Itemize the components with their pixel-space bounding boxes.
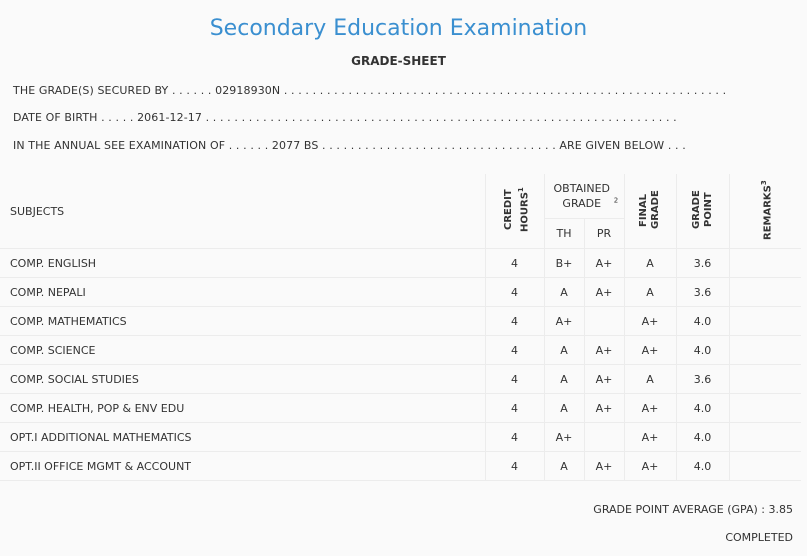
- cell-remarks: [729, 452, 801, 481]
- cell-grade-point: 4.0: [676, 394, 729, 423]
- cell-final-grade: A+: [624, 336, 676, 365]
- cell-credit-hours: 4: [485, 249, 544, 278]
- cell-th-grade: A: [544, 394, 584, 423]
- cell-subject: COMP. MATHEMATICS: [0, 307, 485, 336]
- cell-pr-grade: A+: [584, 336, 624, 365]
- header-th: TH: [544, 218, 584, 248]
- cell-th-grade: A: [544, 452, 584, 481]
- gpa-summary: GRADE POINT AVERAGE (GPA) : 3.85: [593, 503, 793, 516]
- cell-pr-grade: [584, 423, 624, 452]
- info-date-of-birth: DATE OF BIRTH . . . . . 2061-12-17 . . . . . . . . . . . . . . . . . . . . . . . . . . . . . . . . . . . . . . . . . . . . . . . . . . . . . . . . . . . . . . . . . .: [13, 111, 677, 124]
- cell-credit-hours: 4: [485, 452, 544, 481]
- header-obtained-grade: [544, 174, 624, 218]
- cell-th-grade: B+: [544, 249, 584, 278]
- header-obtained-grade-sup: 2: [613, 196, 619, 205]
- cell-final-grade: A: [624, 249, 676, 278]
- header-remarks: [729, 174, 801, 249]
- cell-credit-hours: 4: [485, 307, 544, 336]
- table-row: [0, 307, 801, 336]
- cell-final-grade: A+: [624, 307, 676, 336]
- header-obtained-grade-label: OBTAINED GRADE: [553, 181, 611, 210]
- cell-remarks: [729, 394, 801, 423]
- header-credit-hours: [485, 174, 544, 249]
- cell-remarks: [729, 336, 801, 365]
- cell-credit-hours: 4: [485, 336, 544, 365]
- cell-pr-grade: A+: [584, 278, 624, 307]
- cell-credit-hours: 4: [485, 278, 544, 307]
- cell-th-grade: A+: [544, 307, 584, 336]
- header-pr: PR: [584, 218, 624, 248]
- cell-final-grade: A+: [624, 423, 676, 452]
- header-remarks-sup: 3: [760, 179, 769, 185]
- cell-final-grade: A: [624, 278, 676, 307]
- cell-pr-grade: [584, 307, 624, 336]
- cell-remarks: [729, 307, 801, 336]
- cell-th-grade: A+: [544, 423, 584, 452]
- cell-pr-grade: A+: [584, 249, 624, 278]
- header-grade-point: [676, 174, 729, 249]
- cell-subject: OPT.I ADDITIONAL MATHEMATICS: [0, 423, 485, 452]
- cell-th-grade: A: [544, 278, 584, 307]
- table-row: [0, 423, 801, 452]
- cell-subject: COMP. SOCIAL STUDIES: [0, 365, 485, 394]
- header-credit-hours-label: CREDIT HOURS: [502, 189, 530, 232]
- cell-grade-point: 4.0: [676, 452, 729, 481]
- cell-remarks: [729, 249, 801, 278]
- info-exam: IN THE ANNUAL SEE EXAMINATION OF . . . . . . 2077 BS . . . . . . . . . . . . . . . . . . . . . . . . . . . . . . . . . ARE GIVEN BELOW . . .: [13, 139, 686, 152]
- cell-grade-point: 3.6: [676, 365, 729, 394]
- table-row: [0, 249, 801, 278]
- header-final-grade: [624, 174, 676, 249]
- header-remarks-label: REMARKS: [762, 184, 774, 240]
- header-final-grade-label: FINAL GRADE: [638, 190, 661, 229]
- cell-final-grade: A: [624, 365, 676, 394]
- info-secured-by: THE GRADE(S) SECURED BY . . . . . . 02918930N . . . . . . . . . . . . . . . . . . . . . . . . . . . . . . . . . . . . . . . . . . . . . . . . . . . . . . . . . . . . . .: [13, 84, 727, 97]
- cell-remarks: [729, 278, 801, 307]
- grade-table: [0, 174, 801, 481]
- status-completed: COMPLETED: [725, 531, 793, 544]
- cell-final-grade: A+: [624, 452, 676, 481]
- header-subjects: SUBJECTS: [0, 174, 485, 249]
- cell-pr-grade: A+: [584, 394, 624, 423]
- cell-pr-grade: A+: [584, 365, 624, 394]
- cell-grade-point: 3.6: [676, 249, 729, 278]
- cell-grade-point: 4.0: [676, 307, 729, 336]
- cell-th-grade: A: [544, 336, 584, 365]
- cell-subject: COMP. NEPALI: [0, 278, 485, 307]
- header-grade-point-label: GRADE POINT: [690, 190, 714, 229]
- cell-grade-point: 4.0: [676, 423, 729, 452]
- grade-sheet-subtitle: GRADE-SHEET: [351, 54, 446, 68]
- cell-credit-hours: 4: [485, 394, 544, 423]
- cell-subject: OPT.II OFFICE MGMT & ACCOUNT: [0, 452, 485, 481]
- cell-credit-hours: 4: [485, 365, 544, 394]
- cell-subject: COMP. HEALTH, POP & ENV EDU: [0, 394, 485, 423]
- cell-grade-point: 4.0: [676, 336, 729, 365]
- table-row: [0, 336, 801, 365]
- header-credit-hours-sup: 1: [516, 187, 525, 192]
- cell-grade-point: 3.6: [676, 278, 729, 307]
- cell-remarks: [729, 423, 801, 452]
- cell-subject: COMP. ENGLISH: [0, 249, 485, 278]
- cell-pr-grade: A+: [584, 452, 624, 481]
- cell-final-grade: A+: [624, 394, 676, 423]
- table-row: [0, 278, 801, 307]
- cell-remarks: [729, 365, 801, 394]
- page-title: Secondary Education Examination: [209, 16, 588, 41]
- table-row: [0, 452, 801, 481]
- table-row: [0, 365, 801, 394]
- cell-subject: COMP. SCIENCE: [0, 336, 485, 365]
- cell-th-grade: A: [544, 365, 584, 394]
- table-row: [0, 394, 801, 423]
- cell-credit-hours: 4: [485, 423, 544, 452]
